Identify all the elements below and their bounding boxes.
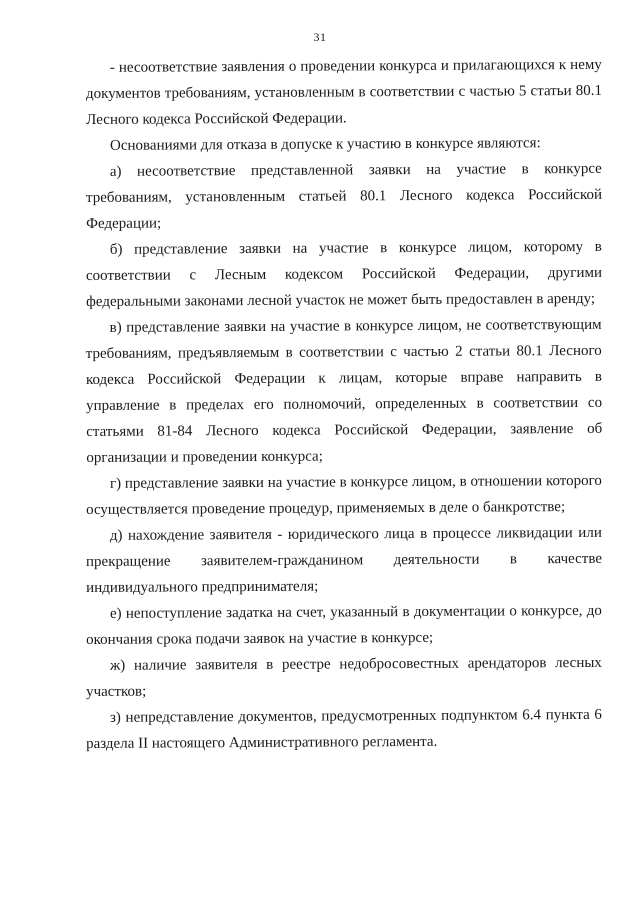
paragraph-intro-item: - несоответствие заявления о проведении конкурса и прилагающихся к нему документов требованиям, установленным в соответствии с частью 5 статьи 80.1 Лесного кодекса Российской Федерации. <box>85 56 603 128</box>
paragraph-grounds-heading: Основаниями для отказа в допуске к участию в конкурсе являются: <box>109 135 541 154</box>
page-number: 31 <box>313 30 327 44</box>
paragraph-item-d: д) нахождение заявителя - юридического лица в процессе ликвидации или прекращение заявителем-гражданином деятельности в качестве индивидуального предпринимателя; <box>85 524 603 596</box>
paragraph-item-zh: ж) наличие заявителя в реестре недобросовестных арендаторов лесных участков; <box>86 654 602 700</box>
paragraph-item-z: з) непредставление документов, предусмотренных подпунктом 6.4 пункта 6 раздела II настоящего Административного регламента. <box>86 706 602 752</box>
paragraph-item-e: е) непоступление задатка на счет, указанный в документации о конкурсе, до окончания срока подачи заявок на участие в конкурсе; <box>86 602 602 648</box>
document-body <box>86 55 602 757</box>
paragraph-item-b: б) представление заявки на участие в конкурсе лицом, которому в соответствии с Лесным кодексом Российской Федерации, другими федеральными законами лесной участок не может быть предоставлен в аренду; <box>85 238 603 310</box>
paragraph-item-a: а) несоответствие представленной заявки на участие в конкурсе требованиям, установленным статьей 80.1 Лесного кодекса Российской Федерации; <box>85 160 603 232</box>
paragraph-item-v: в) представление заявки на участие в конкурсе лицом, не соответствующим требованиям, предъявляемым в соответствии с частью 2 статьи 80.1 Лесного кодекса Российской Федерации к лицам, которые вправе направить в управление в пределах его полномочий, определенных в соответствии со статьями 81-84 Лесного кодекса Российской Федерации, заявление об организации и проведении конкурса; <box>85 316 603 466</box>
paragraph-item-g: г) представление заявки на участие в конкурсе лицом, в отношении которого осуществляется проведение процедур, применяемых в деле о банкротстве; <box>86 472 602 518</box>
